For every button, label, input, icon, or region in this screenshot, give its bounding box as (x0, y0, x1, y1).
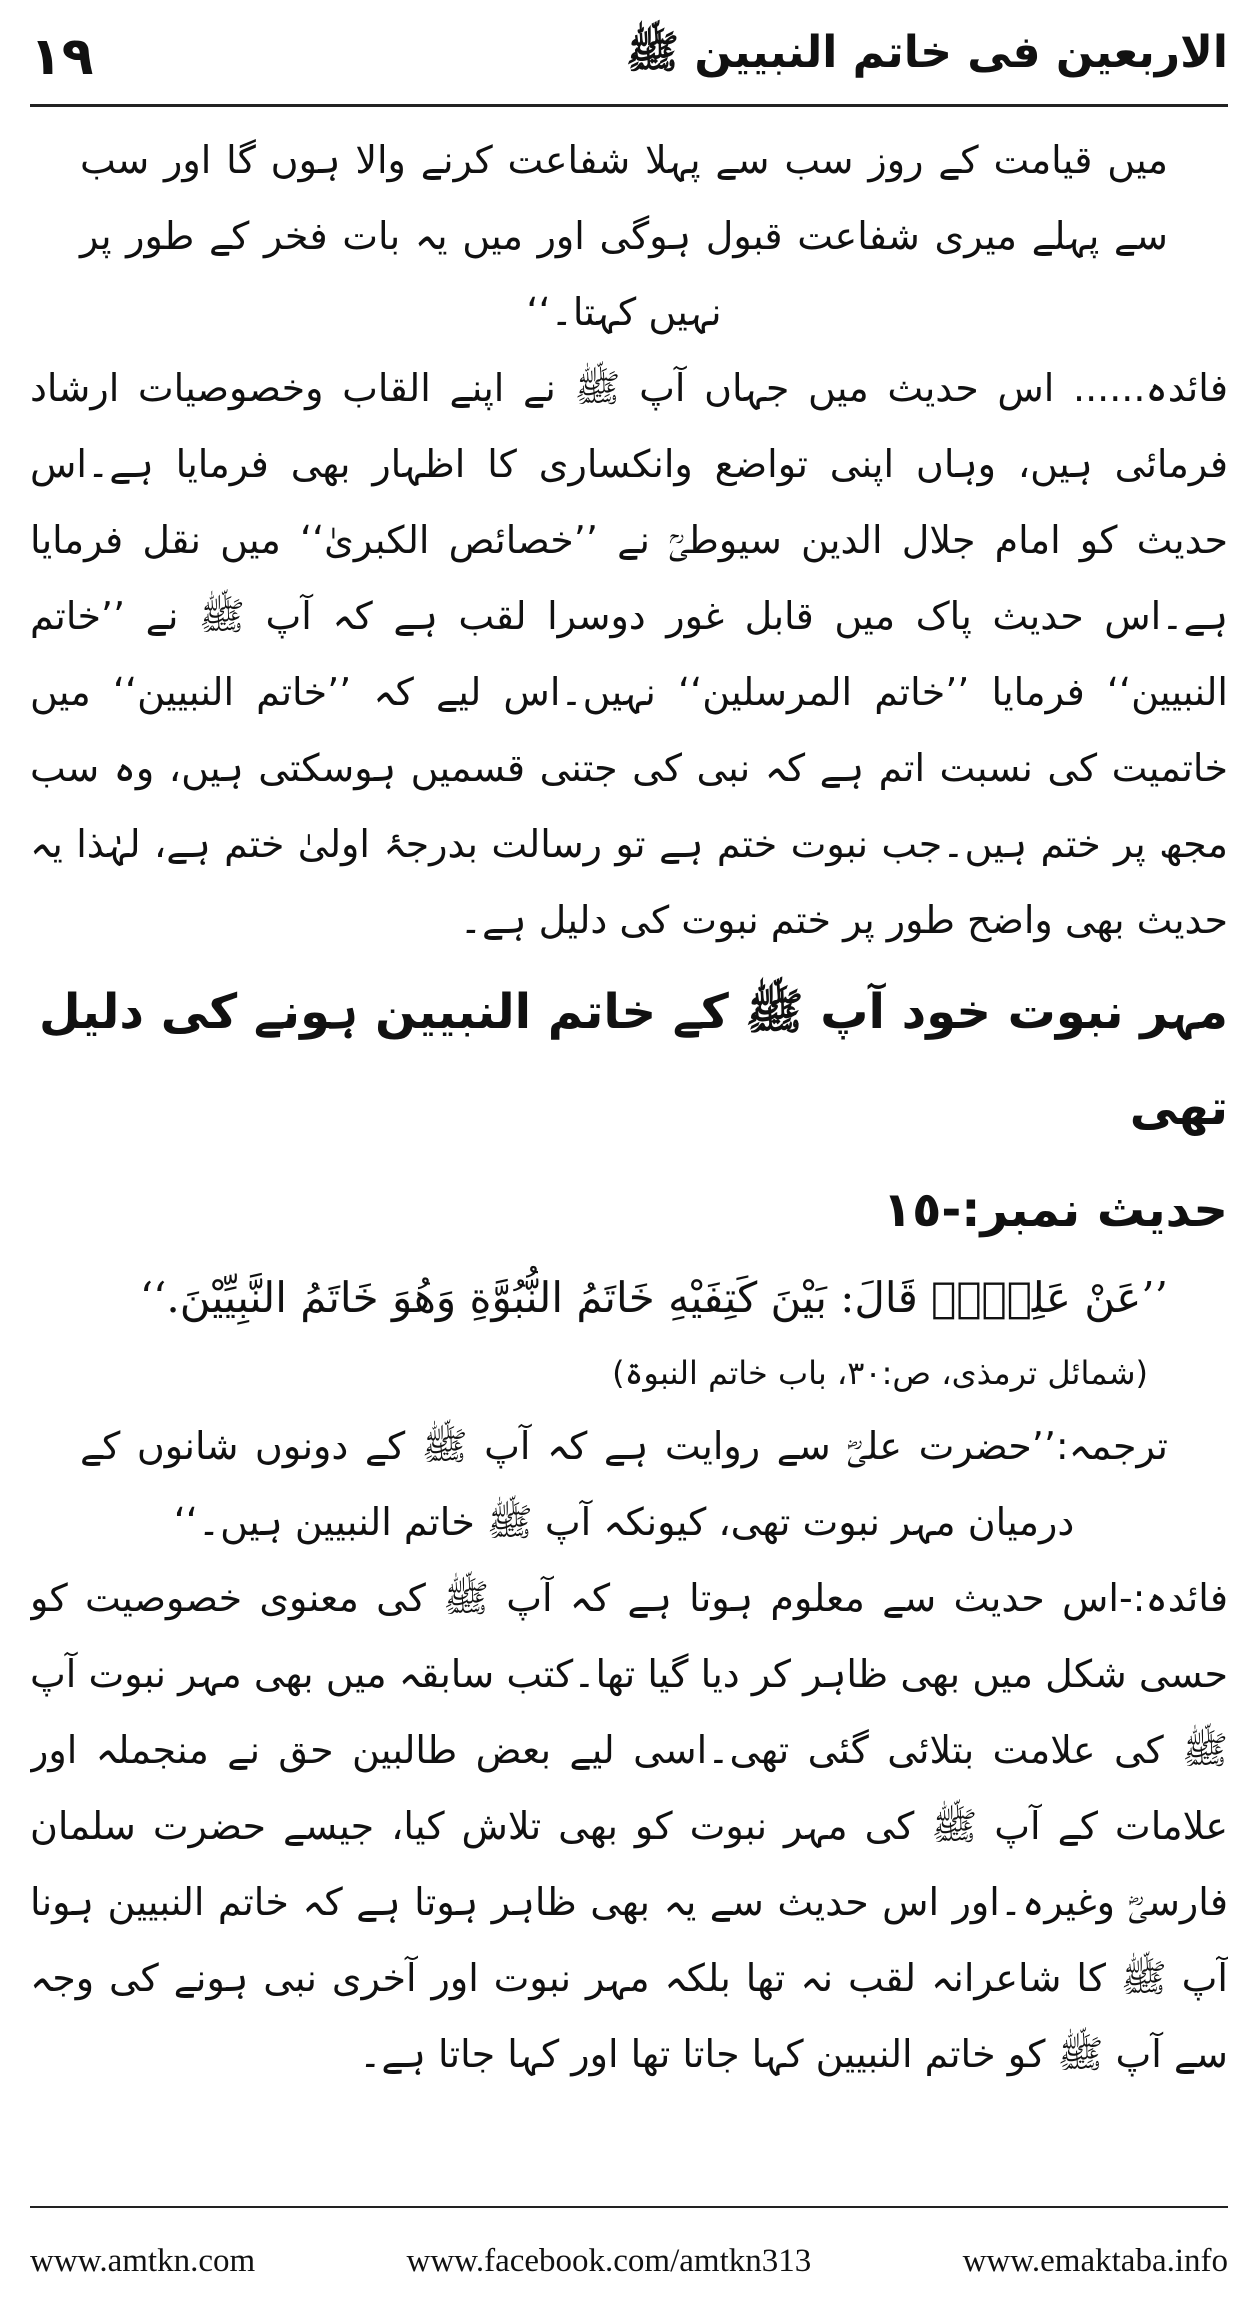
commentary-paragraph-2: فائدہ:-اس حدیث سے معلوم ہوتا ہے کہ آپ ﷺ کی معنوی خصوصیت کو حسی شکل میں بھی ظاہر کر دیا گیا تھا۔کتب سابقہ میں بھی مہر نبوت آپ ﷺ کی علامت بتلائی گئی تھی۔اسی لیے بعض طالبین حق نے منجملہ اور علامات کے آپ ﷺ کی مہر نبوت کو بھی تلاش کیا، جیسے حضرت سلمان فارسیؓ وغیرہ۔اور اس حدیث سے یہ بھی ظاہر ہوتا ہے کہ خاتم النبیین ہونا آپ ﷺ کا شاعرانہ لقب نہ تھا بلکہ مہر نبوت اور آخری نبی ہونے کی وجہ سے آپ ﷺ کو خاتم النبیین کہا جاتا تھا اور کہا جاتا ہے۔ (30, 1576, 1228, 2076)
commentary-paragraph-1: فائدہ...... اس حدیث میں جہاں آپ ﷺ نے اپنے القاب وخصوصیات ارشاد فرمائی ہیں، وہاں اپنی تواضع وانکساری کا اظہار بھی فرمایا ہے۔اس حدیث کو امام جلال الدین سیوطیؒ نے ’’خصائص الکبریٰ‘‘ میں نقل فرمایا ہے۔اس حدیث پاک میں قابل غور دوسرا لقب ہے کہ آپ ﷺ نے ’’خاتم النبیین‘‘ فرمایا ’’خاتم المرسلین‘‘ نہیں۔اس لیے کہ ’’خاتم النبیین‘‘ میں خاتمیت کی نسبت اتم ہے کہ نبی کی جتنی قسمیں ہوسکتی ہیں، وہ سب مجھ پر ختم ہیں۔جب نبوت ختم ہے تو رسالت بدرجۂ اولیٰ ختم ہے، لہٰذا یہ حدیث بھی واضح طور پر ختم نبوت کی دلیل ہے۔ (30, 366, 1228, 942)
hadith-translation-ending: میں قیامت کے روز سب سے پہلا شفاعت کرنے والا ہوں گا اور سب سے پہلے میری شفاعت قبول ہوگی اور میں یہ بات فخر کے طور پر نہیں کہتا۔‘‘ (80, 138, 1168, 334)
section-heading: مہر نبوت خود آپ ﷺ کے خاتم النبیین ہونے کی دلیل تھی (38, 984, 1228, 1136)
header-divider (30, 104, 1228, 107)
hadith-translation: ترجمہ:’’حضرت علیؓ سے روایت ہے کہ آپ ﷺ کے دونوں شانوں کے درمیان مہر نبوت تھی، کیونکہ آپ ﷺ خاتم النبیین ہیں۔‘‘ (80, 1424, 1168, 1544)
page-footer (30, 2243, 1228, 2280)
hadith-number: حدیث نمبر:-١٥ (882, 1182, 1228, 1238)
page-header (30, 18, 1228, 96)
footer-link-facebook[interactable]: www.facebook.com/amtkn313 (406, 2243, 812, 2279)
footer-link-amtkn[interactable]: www.amtkn.com (30, 2243, 256, 2279)
running-title: الاربعین فی خاتم النبیین ﷺ (625, 27, 1228, 78)
footer-link-emaktaba[interactable]: www.emaktaba.info (962, 2243, 1228, 2279)
hadith-reference: (شمائل ترمذی، ص:٣٠، باب خاتم النبوۃ) (612, 1354, 1148, 1392)
footer-divider (30, 2206, 1228, 2208)
page-number: ١٩ (30, 27, 94, 87)
arabic-hadith-text: ’’عَنْ عَلِيٍّؓ قَالَ: بَيْنَ كَتِفَيْهِ خَاتَمُ النُّبُوَّةِ وَهُوَ خَاتَمُ النَّبِيِّيْنَ.‘‘ (139, 1273, 1168, 1322)
page-body (30, 122, 1228, 2138)
